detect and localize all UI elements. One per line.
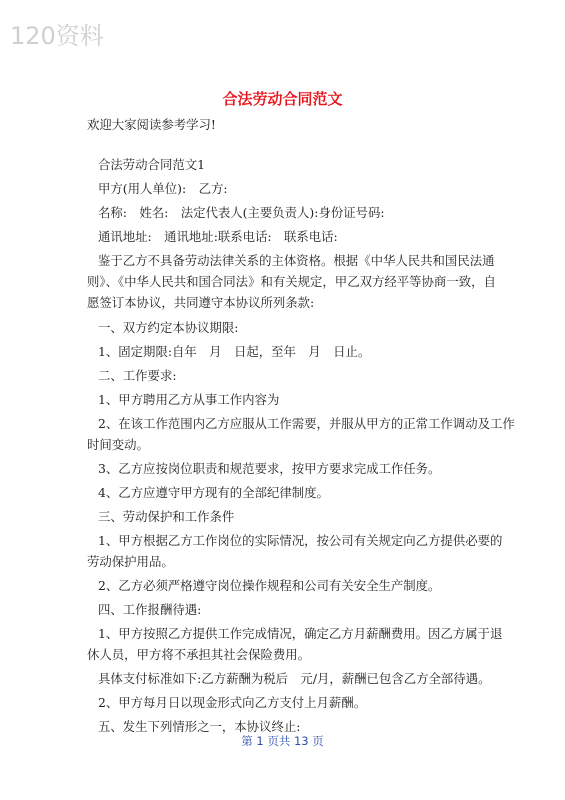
paragraph-line: 2、甲方每月日以现金形式向乙方支付上月薪酬。 [98, 695, 367, 710]
paragraph-line: 五、发生下列情形之一，本协议终止: [98, 719, 301, 734]
paragraph-line: 鉴于乙方不具备劳动法律关系的主体资格。根据《中华人民共和国民法通 [98, 253, 495, 268]
paragraph-line: 合法劳动合同范文1 [98, 157, 206, 172]
paragraph-line: 具体支付标准如下:乙方薪酬为税后 元/月，薪酬已包含乙方全部待遇。 [98, 671, 491, 686]
paragraph-line: 2、乙方必须严格遵守岗位操作规程和公司有关安全生产制度。 [98, 578, 441, 593]
paragraph-line: 通讯地址: 通讯地址:联系电话: 联系电话: [98, 229, 338, 244]
paragraph-line: 2、在该工作范围内乙方应服从工作需要，并服从甲方的正常工作调动及工作 [98, 416, 515, 431]
document-title: 合法劳动合同范文 [222, 90, 343, 108]
paragraph-line: 欢迎大家阅读参考学习! [87, 117, 216, 132]
paragraph-line: 休人员，甲方将不承担其社会保险费用。 [87, 647, 311, 662]
paragraph-line: 1、甲方聘用乙方从事工作内容为 [98, 392, 280, 407]
paragraph-line: 二、工作要求: [98, 368, 177, 383]
paragraph-line: 愿签订本协议，共同遵守本协议所列条款: [87, 295, 315, 310]
paragraph-line: 3、乙方应按岗位职责和规范要求，按甲方要求完成工作任务。 [98, 461, 441, 476]
paragraph-line: 名称: 姓名: 法定代表人(主要负责人):身份证号码: [98, 205, 385, 220]
paragraph-line: 劳动保护用品。 [87, 554, 174, 569]
paragraph-line: 1、固定期限:自年 月 日起，至年 月 日止。 [98, 344, 371, 359]
paragraph-line: 甲方(用人单位): 乙方: [98, 181, 228, 196]
paragraph-line: 三、劳动保护和工作条件 [98, 509, 235, 524]
paragraph-line: 时间变动。 [87, 437, 149, 452]
paragraph-line: 四、工作报酬待遇: [98, 602, 202, 617]
paragraph-line: 则》、《中华人民共和国合同法》和有关规定，甲乙双方经平等协商一致，自 [87, 274, 496, 289]
paragraph-line: 一、双方约定本协议期限: [98, 320, 239, 335]
watermark-logo: 120资料 [10, 22, 104, 50]
paragraph-line: 4、乙方应遵守甲方现有的全部纪律制度。 [98, 485, 329, 500]
paragraph-line: 1、甲方根据乙方工作岗位的实际情况，按公司有关规定向乙方提供必要的 [98, 533, 503, 548]
paragraph-line: 1、甲方按照乙方提供工作完成情况，确定乙方月薪酬费用。因乙方属于退 [98, 626, 503, 641]
page-number: 第 1 页共 13 页 [241, 734, 324, 748]
